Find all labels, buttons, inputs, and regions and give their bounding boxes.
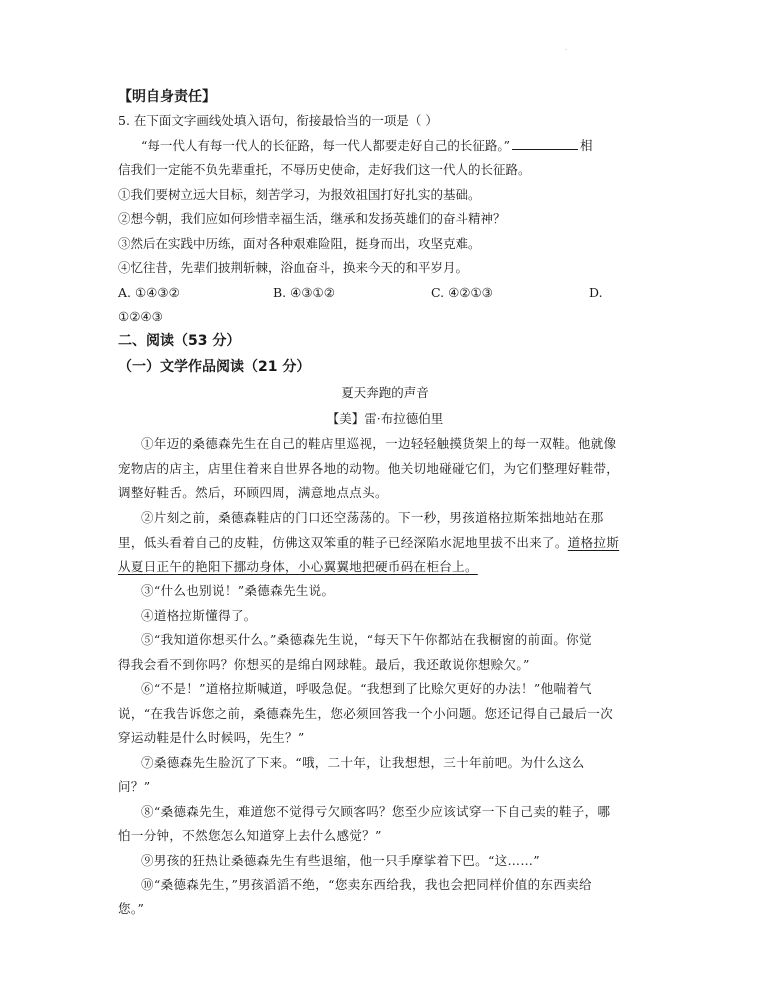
question-5-item-4: ④忆往昔，先辈们披荆斩棘，浴血奋斗，换来今天的和平岁月。 [118,260,469,275]
article-line: ④道格拉斯懂得了。 [141,608,257,623]
question-5-item-2: ②想今朝，我们应如何珍惜幸福生活，继承和发扬英雄们的奋斗精神？ [118,211,506,226]
section-label: 【明自身责任】 [118,89,216,105]
question-5-stem: 5. 在下面文字画线处填入语句，衔接最恰当的一项是（ ） [118,113,438,128]
article-line: 问？” [118,779,151,794]
article-line: ②片刻之前，桑德森鞋店的门口还空荡荡的。下一秒，男孩道格拉斯笨拙地站在那 [141,510,604,525]
article-line: ⑦桑德森先生脸沉了下来。“哦，二十年，让我想想，三十年前吧。为什么这么 [141,755,585,770]
article-line: 得我会看不到你吗？你想买的是绵白网球鞋。最后，我还敢说你想赊欠。” [118,657,530,672]
option-a: A. ①④③② [118,285,180,300]
article-line: ③“什么也别说！”桑德森先生说。 [141,583,335,598]
underlined-sentence: 从夏日正午的艳阳下挪动身体，小心翼翼地把硬币码在柜台上。 [118,559,478,574]
article-line: 怕一分钟，不然您怎么知道穿上去什么感觉？” [118,828,382,843]
article-line: 您。” [118,901,145,916]
article-line: ⑧“桑德森先生，难道您不觉得亏欠顾客吗？您至少应该试穿一下自己卖的鞋子，哪 [141,804,611,819]
article-line: ⑤“我知道你想买什么。”桑德森先生说，“每天下午你都站在我橱窗的前面。你觉 [141,632,592,647]
article-line: 穿运动鞋是什么时候吗，先生？” [118,730,305,745]
article-line: 调整好鞋舌。然后，环顾四周，满意地点点头。 [118,485,388,500]
question-5-item-3: ③然后在实践中历练，面对各种艰难险阻，挺身而出，攻坚克难。 [118,236,481,251]
passage-continuation: 相 [580,138,593,153]
underlined-text: 道格拉斯 [567,535,620,550]
option-d-value: ①②④③ [118,309,163,324]
option-b: B. ④③①② [273,285,335,300]
subsection-1-title: （一）文学作品阅读（21 分） [118,359,311,375]
article-line: ⑩“桑德森先生，”男孩滔滔不绝，“您卖东西给我，我也会把同样价值的东西卖给 [141,877,592,892]
header-mark: · [565,46,568,54]
article-line: 宠物店的店主，店里住着来自世界各地的动物。他关切地碰碰它们，为它们整理好鞋带， [118,461,620,476]
question-5-item-1: ①我们要树立远大目标，刻苦学习，为报效祖国打好扎实的基础。 [118,187,481,202]
article-line [118,534,619,552]
article-line: ⑨男孩的狂热让桑德森先生有些退缩，他一只手摩挲着下巴。“这……” [141,853,540,868]
question-5-passage-line-2: 信我们一定能不负先辈重托，不辱历史使命，走好我们这一代人的长征路。 [118,162,531,177]
article-line: ①年迈的桑德森先生在自己的鞋店里巡视，一边轻轻触摸货架上的每一双鞋。他就像 [141,436,617,451]
article-author: 【美】雷·布拉德伯里 [326,411,444,426]
passage-quote: “每一代人有每一代人的长征路，每一代人都要走好自己的长征路。” [141,138,511,153]
section-2-title: 二、阅读（53 分） [118,333,241,349]
question-5-passage-line-1 [141,137,593,155]
article-title: 夏天奔跑的声音 [341,385,429,400]
article-line-text: 里，低头看着自己的皮鞋，仿佛这双笨重的鞋子已经深陷水泥地里拔不出来了。 [118,535,568,550]
article-line: ⑥“不是！”道格拉斯喊道，呼吸急促。“我想到了比赊欠更好的办法！”他喘着气 [141,681,593,696]
option-d: D. [589,285,603,300]
fill-in-blank [512,137,578,150]
option-c: C. ④②①③ [431,285,493,300]
article-line: 说，“在我告诉您之前，桑德森先生，您必须回答我一个小问题。您还记得自己最后一次 [118,706,614,721]
